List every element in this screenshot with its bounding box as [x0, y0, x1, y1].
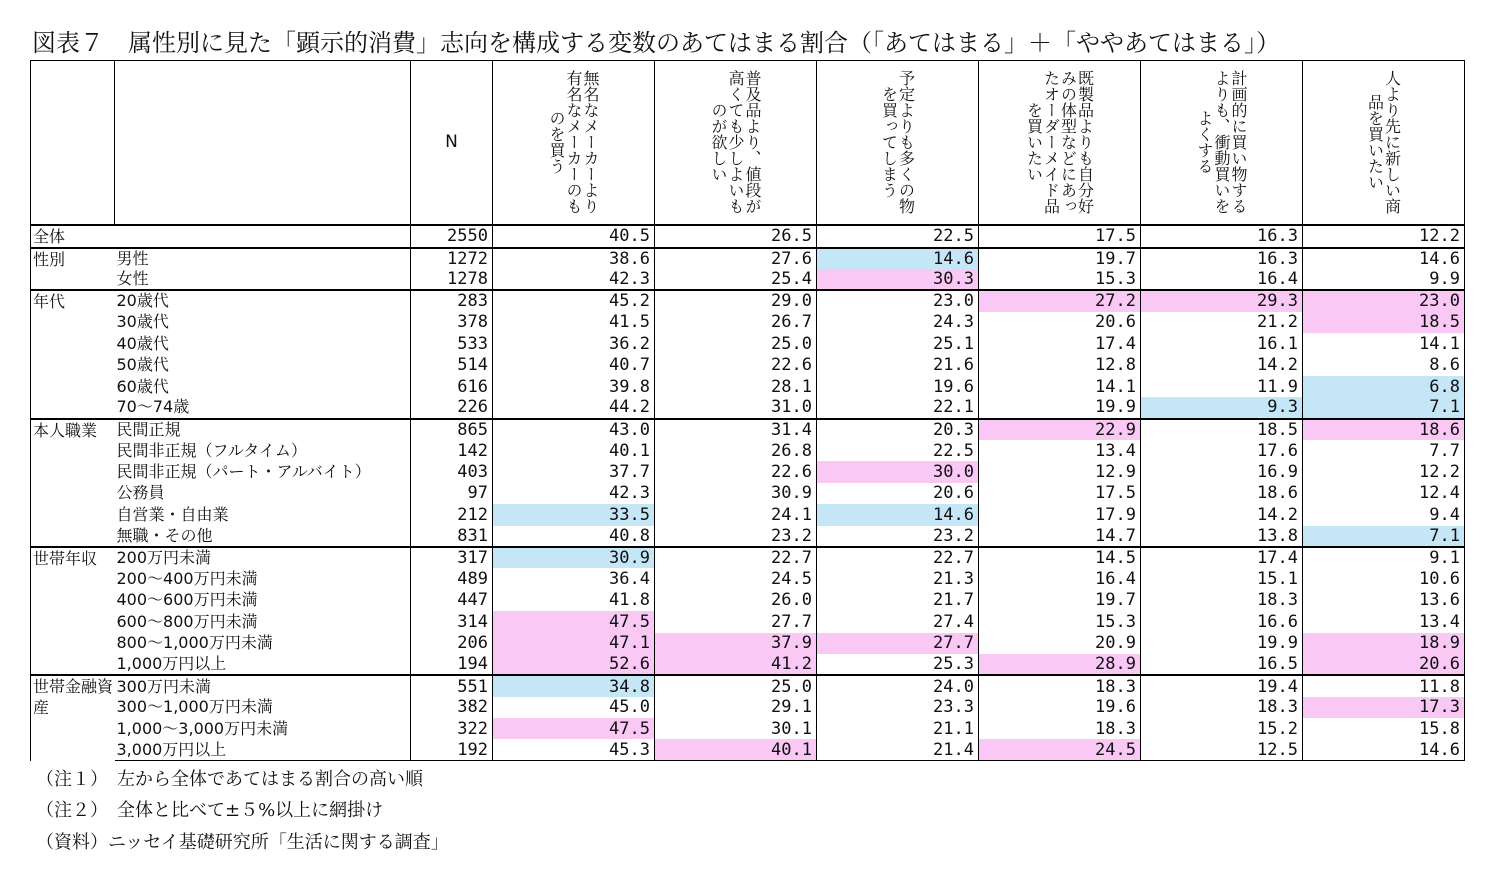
value-cell: 26.0 [655, 590, 817, 611]
value-cell: 29.1 [655, 697, 817, 718]
value-cell: 13.6 [1303, 590, 1465, 611]
value-cell: 7.7 [1303, 440, 1465, 461]
value-cell: 23.2 [655, 526, 817, 547]
value-cell: 30.0 [817, 461, 979, 482]
value-cell: 15.2 [1141, 718, 1303, 739]
value-cell: 45.0 [493, 697, 655, 718]
table-row [31, 611, 1465, 632]
value-cell: 37.9 [655, 633, 817, 654]
header-col-2 [655, 61, 817, 225]
value-cell: 23.0 [1303, 290, 1465, 311]
value-cell: 17.3 [1303, 697, 1465, 718]
value-cell: 13.8 [1141, 526, 1303, 547]
n-cell: 865 [411, 419, 493, 440]
value-cell: 16.6 [1141, 611, 1303, 632]
row-label: 300～1,000万円未満 [115, 697, 411, 718]
value-cell: 13.4 [979, 440, 1141, 461]
header-col-1 [493, 61, 655, 225]
value-cell: 17.5 [979, 225, 1141, 248]
value-cell: 24.5 [655, 568, 817, 589]
value-cell: 39.8 [493, 376, 655, 397]
value-cell: 22.9 [979, 419, 1141, 440]
n-cell: 194 [411, 654, 493, 675]
value-cell: 52.6 [493, 654, 655, 675]
value-cell: 30.9 [655, 483, 817, 504]
value-cell: 20.9 [979, 633, 1141, 654]
table-row [31, 440, 1465, 461]
row-label: 1,000～3,000万円未満 [115, 718, 411, 739]
row-label: 800～1,000万円未満 [115, 633, 411, 654]
n-cell: 1278 [411, 269, 493, 290]
value-cell: 21.4 [817, 739, 979, 760]
value-cell: 19.7 [979, 248, 1141, 269]
value-cell: 25.1 [817, 333, 979, 354]
row-label [115, 225, 411, 248]
value-cell: 14.6 [1303, 739, 1465, 760]
value-cell: 22.5 [817, 440, 979, 461]
value-cell: 21.2 [1141, 312, 1303, 333]
group-label: 年代 [31, 290, 115, 418]
value-cell: 11.9 [1141, 376, 1303, 397]
table-row [31, 354, 1465, 375]
figure-title: 図表７ 属性別に見た「顕示的消費」志向を構成する変数のあてはまる割合（「あてはまる」＋「ややあてはまる」） [32, 29, 1280, 57]
value-cell: 12.5 [1141, 739, 1303, 760]
header-group-blank [31, 61, 115, 225]
row-label: 600～800万円未満 [115, 611, 411, 632]
value-cell: 16.1 [1141, 333, 1303, 354]
row-label: 女性 [115, 269, 411, 290]
value-cell: 15.3 [979, 269, 1141, 290]
value-cell: 20.6 [817, 483, 979, 504]
group-label: 世帯金融資産 [31, 675, 115, 761]
value-cell: 26.8 [655, 440, 817, 461]
header-col-5-text: 計画的に買い物するよりも、衝動買いをよくする [1195, 70, 1248, 214]
n-cell: 378 [411, 312, 493, 333]
value-cell: 27.7 [655, 611, 817, 632]
value-cell: 15.3 [979, 611, 1141, 632]
value-cell: 24.1 [655, 504, 817, 525]
value-cell: 24.3 [817, 312, 979, 333]
value-cell: 10.6 [1303, 568, 1465, 589]
table-row [31, 269, 1465, 290]
value-cell: 17.9 [979, 504, 1141, 525]
value-cell: 7.1 [1303, 526, 1465, 547]
n-cell: 314 [411, 611, 493, 632]
value-cell: 23.3 [817, 697, 979, 718]
data-table [30, 60, 1465, 761]
row-label: 民間正規 [115, 419, 411, 440]
n-cell: 382 [411, 697, 493, 718]
value-cell: 27.7 [817, 633, 979, 654]
value-cell: 33.5 [493, 504, 655, 525]
group-label: 世帯年収 [31, 547, 115, 675]
value-cell: 16.3 [1141, 225, 1303, 248]
value-cell: 19.9 [979, 397, 1141, 418]
value-cell: 9.4 [1303, 504, 1465, 525]
value-cell: 12.2 [1303, 461, 1465, 482]
header-n: N [411, 61, 493, 225]
row-label: 40歳代 [115, 333, 411, 354]
value-cell: 20.6 [979, 312, 1141, 333]
value-cell: 17.4 [1141, 547, 1303, 568]
table-row [31, 397, 1465, 418]
value-cell: 22.6 [655, 461, 817, 482]
value-cell: 30.1 [655, 718, 817, 739]
value-cell: 16.4 [1141, 269, 1303, 290]
value-cell: 13.4 [1303, 611, 1465, 632]
value-cell: 19.6 [817, 376, 979, 397]
value-cell: 22.6 [655, 354, 817, 375]
value-cell: 18.3 [1141, 590, 1303, 611]
table-row [31, 461, 1465, 482]
table-row [31, 718, 1465, 739]
table-row [31, 333, 1465, 354]
n-cell: 317 [411, 547, 493, 568]
value-cell: 23.0 [817, 290, 979, 311]
value-cell: 16.9 [1141, 461, 1303, 482]
value-cell: 27.2 [979, 290, 1141, 311]
header-col-6 [1303, 61, 1465, 225]
table-row [31, 590, 1465, 611]
value-cell: 25.3 [817, 654, 979, 675]
value-cell: 28.1 [655, 376, 817, 397]
n-cell: 831 [411, 526, 493, 547]
table-row [31, 568, 1465, 589]
value-cell: 14.1 [1303, 333, 1465, 354]
table-row [31, 633, 1465, 654]
value-cell: 16.4 [979, 568, 1141, 589]
value-cell: 8.6 [1303, 354, 1465, 375]
row-label: 3,000万円以上 [115, 739, 411, 760]
n-cell: 1272 [411, 248, 493, 269]
value-cell: 37.7 [493, 461, 655, 482]
table-row [31, 248, 1465, 269]
value-cell: 18.3 [1141, 697, 1303, 718]
header-col-4 [979, 61, 1141, 225]
group-label: 全体 [31, 225, 115, 248]
table-row [31, 290, 1465, 311]
n-cell: 514 [411, 354, 493, 375]
n-cell: 322 [411, 718, 493, 739]
table-row [31, 419, 1465, 440]
value-cell: 28.9 [979, 654, 1141, 675]
table-row [31, 376, 1465, 397]
n-cell: 616 [411, 376, 493, 397]
value-cell: 18.9 [1303, 633, 1465, 654]
row-label: 70～74歳 [115, 397, 411, 418]
value-cell: 47.5 [493, 611, 655, 632]
value-cell: 14.6 [817, 248, 979, 269]
value-cell: 14.6 [817, 504, 979, 525]
value-cell: 14.6 [1303, 248, 1465, 269]
value-cell: 27.6 [655, 248, 817, 269]
value-cell: 21.1 [817, 718, 979, 739]
value-cell: 14.5 [979, 547, 1141, 568]
value-cell: 17.5 [979, 483, 1141, 504]
n-cell: 142 [411, 440, 493, 461]
value-cell: 24.5 [979, 739, 1141, 760]
value-cell: 31.4 [655, 419, 817, 440]
value-cell: 15.1 [1141, 568, 1303, 589]
value-cell: 9.3 [1141, 397, 1303, 418]
n-cell: 212 [411, 504, 493, 525]
value-cell: 43.0 [493, 419, 655, 440]
n-cell: 551 [411, 675, 493, 696]
value-cell: 18.6 [1141, 483, 1303, 504]
value-cell: 45.2 [493, 290, 655, 311]
value-cell: 16.5 [1141, 654, 1303, 675]
value-cell: 25.0 [655, 333, 817, 354]
table-row [31, 697, 1465, 718]
n-cell: 447 [411, 590, 493, 611]
value-cell: 22.5 [817, 225, 979, 248]
header-col-1-text: 無名なメーカーより有名なメーカーのものを買う [547, 70, 600, 214]
value-cell: 19.6 [979, 697, 1141, 718]
value-cell: 18.6 [1303, 419, 1465, 440]
header-row [31, 61, 1465, 225]
value-cell: 36.4 [493, 568, 655, 589]
value-cell: 12.8 [979, 354, 1141, 375]
value-cell: 21.3 [817, 568, 979, 589]
header-col-2-text: 普及品より、値段が高くても少しよいものが欲しい [709, 70, 762, 214]
value-cell: 40.8 [493, 526, 655, 547]
value-cell: 29.0 [655, 290, 817, 311]
header-col-3 [817, 61, 979, 225]
row-label: 自営業・自由業 [115, 504, 411, 525]
row-label: 50歳代 [115, 354, 411, 375]
value-cell: 16.3 [1141, 248, 1303, 269]
value-cell: 30.3 [817, 269, 979, 290]
group-label: 本人職業 [31, 419, 115, 547]
n-cell: 2550 [411, 225, 493, 248]
value-cell: 18.5 [1141, 419, 1303, 440]
value-cell: 36.2 [493, 333, 655, 354]
value-cell: 12.4 [1303, 483, 1465, 504]
value-cell: 14.7 [979, 526, 1141, 547]
table-row [31, 504, 1465, 525]
table-row [31, 675, 1465, 696]
table-row [31, 547, 1465, 568]
n-cell: 206 [411, 633, 493, 654]
value-cell: 20.6 [1303, 654, 1465, 675]
value-cell: 31.0 [655, 397, 817, 418]
n-cell: 403 [411, 461, 493, 482]
value-cell: 11.8 [1303, 675, 1465, 696]
header-col-3-text: 予定よりも多くの物を買ってしまう [879, 70, 916, 214]
value-cell: 41.8 [493, 590, 655, 611]
value-cell: 21.7 [817, 590, 979, 611]
value-cell: 22.7 [655, 547, 817, 568]
table-row [31, 654, 1465, 675]
value-cell: 45.3 [493, 739, 655, 760]
header-col-5 [1141, 61, 1303, 225]
value-cell: 9.9 [1303, 269, 1465, 290]
value-cell: 14.2 [1141, 354, 1303, 375]
value-cell: 34.8 [493, 675, 655, 696]
value-cell: 20.3 [817, 419, 979, 440]
source-note: （資料）ニッセイ基礎研究所「生活に関する調査」 [36, 832, 449, 853]
value-cell: 9.1 [1303, 547, 1465, 568]
value-cell: 24.0 [817, 675, 979, 696]
row-label: 30歳代 [115, 312, 411, 333]
value-cell: 6.8 [1303, 376, 1465, 397]
value-cell: 40.5 [493, 225, 655, 248]
value-cell: 23.2 [817, 526, 979, 547]
n-cell: 226 [411, 397, 493, 418]
row-label: 1,000万円以上 [115, 654, 411, 675]
header-col-6-text: 人より先に新しい商品を買いたい [1365, 70, 1402, 214]
n-cell: 97 [411, 483, 493, 504]
value-cell: 42.3 [493, 269, 655, 290]
value-cell: 19.9 [1141, 633, 1303, 654]
value-cell: 12.2 [1303, 225, 1465, 248]
value-cell: 15.8 [1303, 718, 1465, 739]
value-cell: 19.7 [979, 590, 1141, 611]
table-row [31, 526, 1465, 547]
value-cell: 47.5 [493, 718, 655, 739]
value-cell: 22.7 [817, 547, 979, 568]
row-label: 200万円未満 [115, 547, 411, 568]
value-cell: 38.6 [493, 248, 655, 269]
value-cell: 17.4 [979, 333, 1141, 354]
value-cell: 7.1 [1303, 397, 1465, 418]
value-cell: 18.3 [979, 675, 1141, 696]
row-label: 公務員 [115, 483, 411, 504]
value-cell: 44.2 [493, 397, 655, 418]
value-cell: 29.3 [1141, 290, 1303, 311]
row-label: 民間非正規（フルタイム） [115, 440, 411, 461]
value-cell: 25.4 [655, 269, 817, 290]
n-cell: 192 [411, 739, 493, 760]
row-label: 民間非正規（パート・アルバイト） [115, 461, 411, 482]
table-body [31, 225, 1465, 761]
note-1: （注１） 左から全体であてはまる割合の高い順 [36, 769, 423, 790]
value-cell: 41.5 [493, 312, 655, 333]
value-cell: 12.9 [979, 461, 1141, 482]
n-cell: 283 [411, 290, 493, 311]
table-row [31, 312, 1465, 333]
value-cell: 30.9 [493, 547, 655, 568]
value-cell: 17.6 [1141, 440, 1303, 461]
value-cell: 47.1 [493, 633, 655, 654]
value-cell: 40.1 [493, 440, 655, 461]
value-cell: 14.2 [1141, 504, 1303, 525]
value-cell: 18.3 [979, 718, 1141, 739]
row-label: 300万円未満 [115, 675, 411, 696]
row-label: 男性 [115, 248, 411, 269]
row-label: 400～600万円未満 [115, 590, 411, 611]
row-label: 60歳代 [115, 376, 411, 397]
table-row [31, 225, 1465, 248]
value-cell: 18.5 [1303, 312, 1465, 333]
value-cell: 40.1 [655, 739, 817, 760]
header-col-4-text: 既製品よりも自分好みの体型などにあったオーダーメイド品を買いたい [1024, 70, 1095, 214]
value-cell: 41.2 [655, 654, 817, 675]
table-row [31, 483, 1465, 504]
table-row [31, 739, 1465, 760]
group-label: 性別 [31, 248, 115, 291]
row-label: 20歳代 [115, 290, 411, 311]
value-cell: 26.7 [655, 312, 817, 333]
note-2: （注２） 全体と比べて±５%以上に網掛け [36, 800, 384, 821]
n-cell: 489 [411, 568, 493, 589]
row-label: 200～400万円未満 [115, 568, 411, 589]
row-label: 無職・その他 [115, 526, 411, 547]
header-label-blank [115, 61, 411, 225]
value-cell: 40.7 [493, 354, 655, 375]
value-cell: 19.4 [1141, 675, 1303, 696]
value-cell: 27.4 [817, 611, 979, 632]
value-cell: 26.5 [655, 225, 817, 248]
value-cell: 25.0 [655, 675, 817, 696]
value-cell: 22.1 [817, 397, 979, 418]
value-cell: 14.1 [979, 376, 1141, 397]
n-cell: 533 [411, 333, 493, 354]
value-cell: 42.3 [493, 483, 655, 504]
value-cell: 21.6 [817, 354, 979, 375]
